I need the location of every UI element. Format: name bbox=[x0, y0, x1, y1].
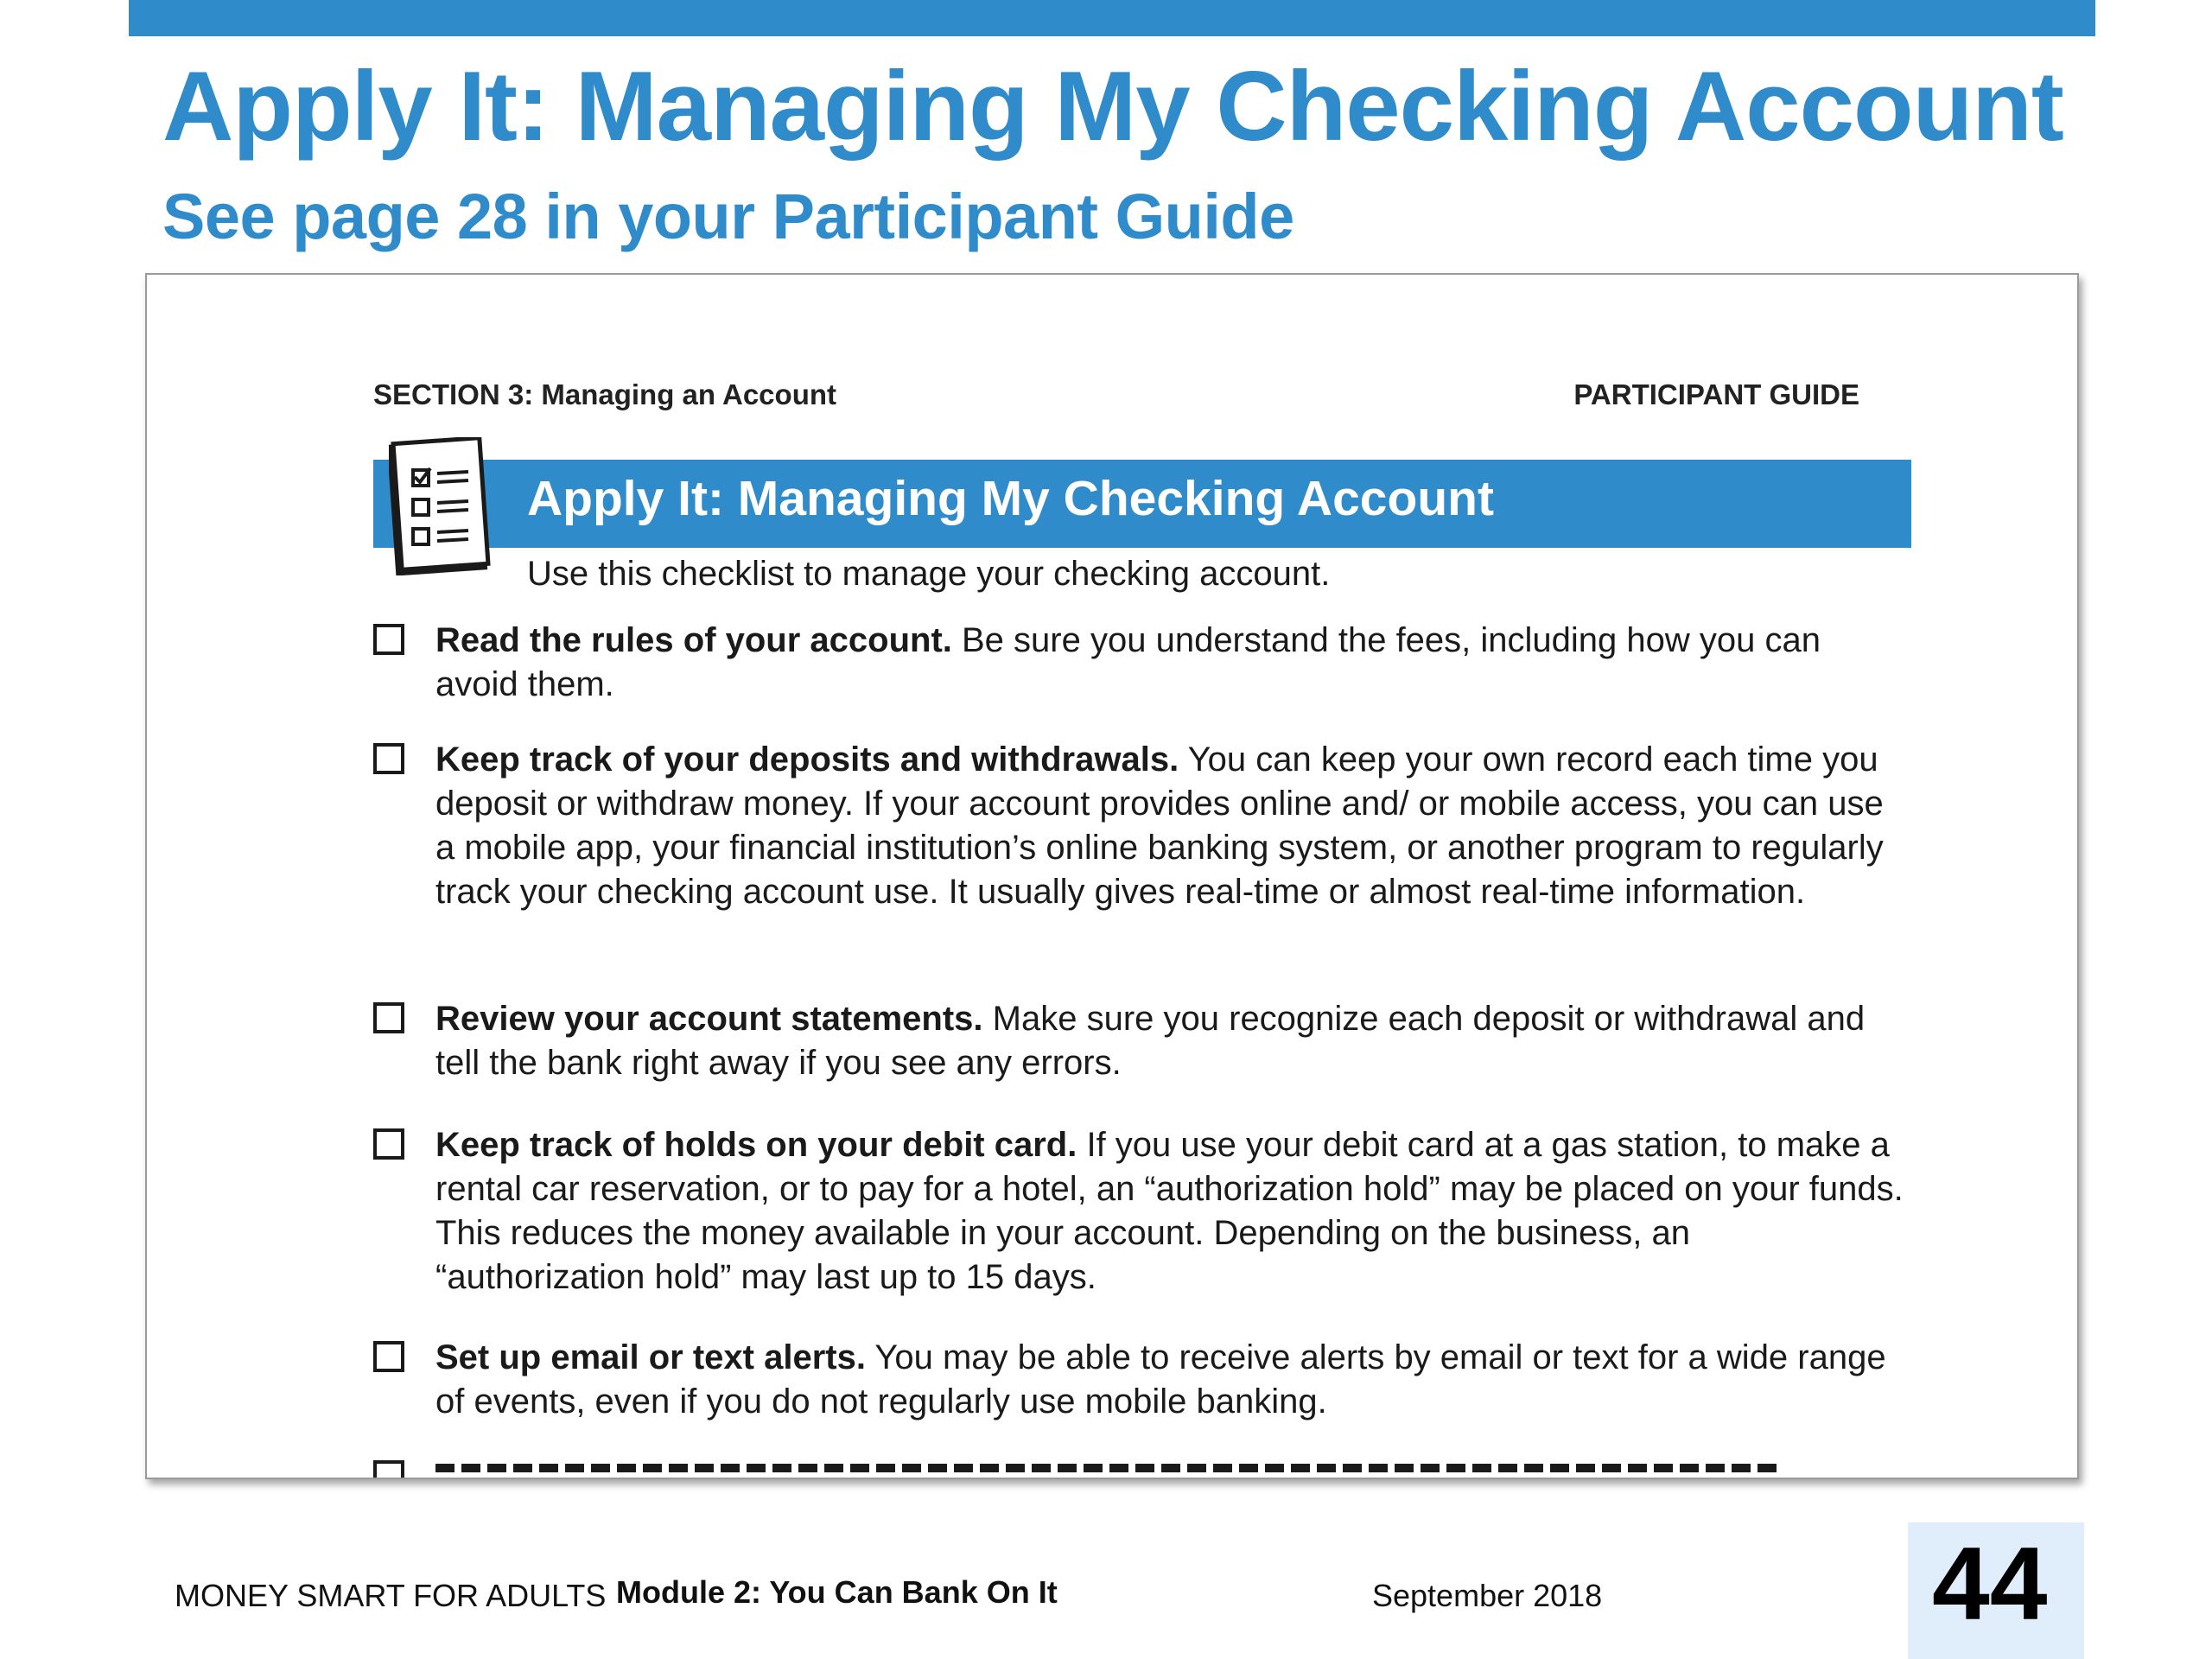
slide-subtitle: See page 28 in your Participant Guide bbox=[162, 181, 1294, 252]
top-accent-bar bbox=[129, 0, 2095, 36]
page-number: 44 bbox=[1932, 1526, 2048, 1642]
checklist-item-text bbox=[435, 619, 1904, 707]
checklist-item-cut-off bbox=[373, 1460, 1842, 1479]
doc-guide-label: PARTICIPANT GUIDE bbox=[1573, 378, 1859, 410]
doc-section-name: Managing an Account bbox=[541, 378, 836, 410]
checkbox[interactable] bbox=[373, 624, 404, 655]
checklist-item-text bbox=[435, 738, 1904, 914]
checklist-item-heading: Keep track of your deposits and withdrawals. bbox=[435, 741, 1179, 779]
doc-section-header bbox=[373, 378, 836, 411]
checkbox[interactable] bbox=[373, 1341, 404, 1372]
checkbox[interactable] bbox=[373, 1128, 404, 1160]
slide-title: Apply It: Managing My Checking Account bbox=[162, 52, 2063, 162]
checklist-item-heading: Set up email or text alerts. bbox=[435, 1338, 866, 1376]
checklist-item-heading: Read the rules of your account. bbox=[435, 621, 952, 659]
checklist-item-heading: Keep track of holds on your debit card. bbox=[435, 1126, 1077, 1164]
checkbox[interactable] bbox=[373, 1002, 404, 1033]
cut-off-text bbox=[435, 1464, 1783, 1472]
doc-section-label: SECTION 3: bbox=[373, 378, 534, 410]
footer-date: September 2018 bbox=[1372, 1578, 1603, 1613]
checklist-item-body: You can keep your own record each time you deposit or withdraw money. If your account provides online and/ or mobile access, you can use a mobile app, your financial institution’s online banking system, or another program to regularly track your checking account use. It usually gives real-time or almost real-time information. bbox=[435, 741, 1884, 911]
checklist-icon bbox=[389, 437, 493, 575]
checklist-item-heading: Review your account statements. bbox=[435, 1000, 983, 1038]
checklist-item-body: If you use your debit card at a gas station, to make a rental car reservation, or to pay for a hotel, an “authorization hold” may be placed on your funds. This reduces the money available in your account. Depending on the business, an “authorization hold” may last up to 15 days. bbox=[435, 1126, 1904, 1296]
checkbox bbox=[373, 1460, 404, 1479]
checklist-item-text bbox=[435, 1123, 1904, 1300]
checkbox[interactable] bbox=[373, 743, 404, 774]
footer-program: MONEY SMART FOR ADULTS bbox=[175, 1578, 607, 1613]
checklist-item-body: Be sure you understand the fees, including how you can avoid them. bbox=[435, 621, 1821, 703]
footer-module: Module 2: You Can Bank On It bbox=[616, 1574, 1058, 1610]
document-excerpt bbox=[145, 273, 2079, 1479]
doc-banner-title: Apply It: Managing My Checking Account bbox=[527, 471, 1494, 526]
checklist-item-body: Make sure you recognize each deposit or withdrawal and tell the bank right away if you see any errors. bbox=[435, 1000, 1866, 1082]
checklist-item-text bbox=[435, 997, 1904, 1085]
checklist-item-body: You may be able to receive alerts by email or text for a wide range of events, even if you do not regularly use mobile banking. bbox=[435, 1338, 1886, 1421]
checklist-item-text bbox=[435, 1336, 1904, 1424]
doc-intro: Use this checklist to manage your checking account. bbox=[527, 555, 1331, 593]
